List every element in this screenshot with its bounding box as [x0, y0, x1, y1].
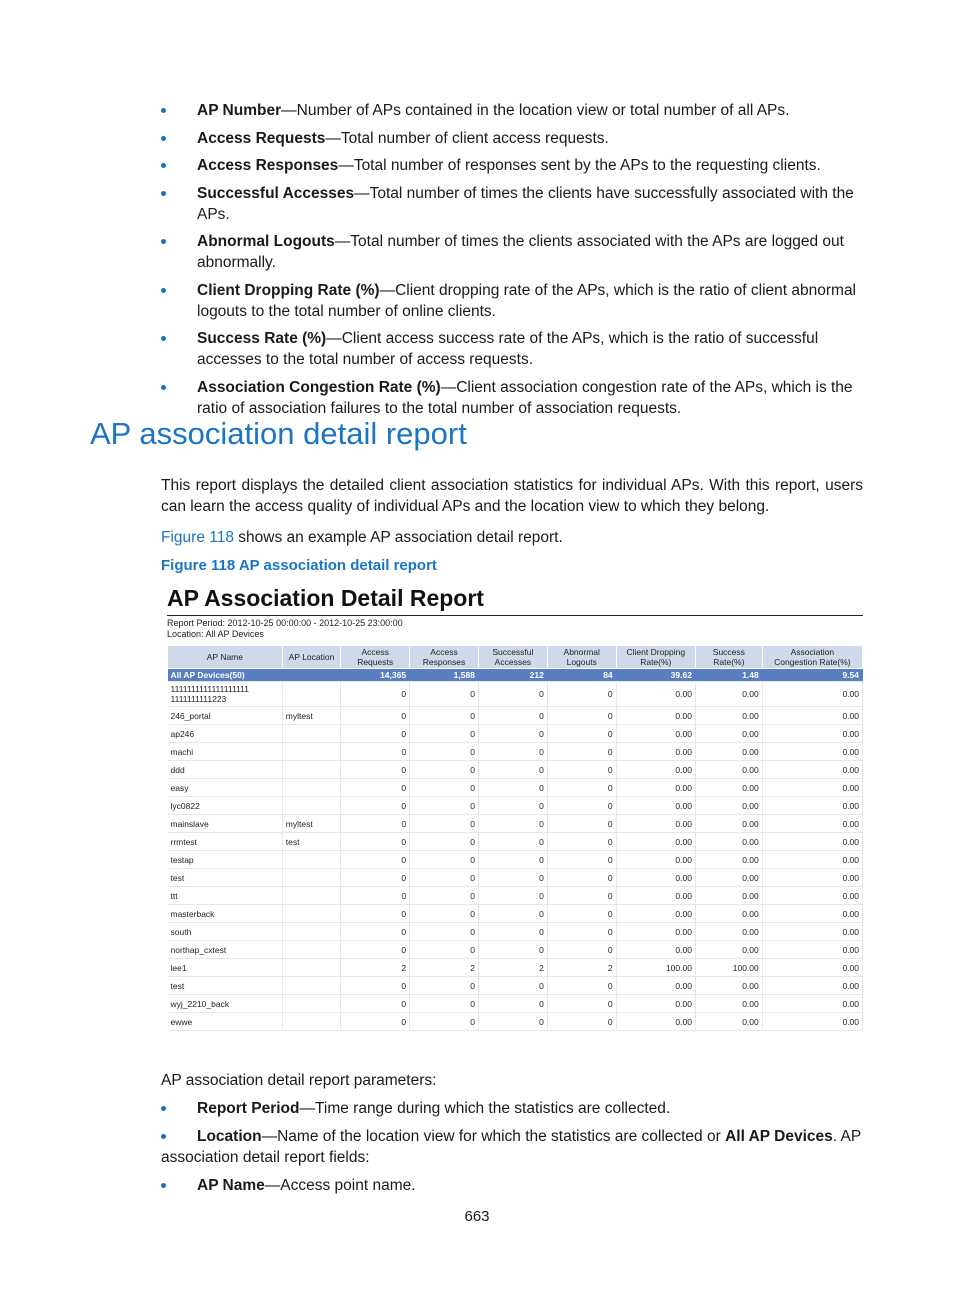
table-cell: 0.00	[762, 743, 862, 761]
figure-reference: Figure 118 shows an example AP association detail report.	[161, 529, 563, 546]
table-cell	[282, 1013, 340, 1031]
table-cell: 0.00	[695, 761, 762, 779]
intro-paragraph: This report displays the detailed client association statistics for individual APs. With this report, users can learn the access quality of individual APs and the location view to which they belong.	[161, 477, 863, 515]
table-cell: 0	[410, 707, 479, 725]
table-cell: 0.00	[616, 797, 695, 815]
column-header: Success Rate(%)	[695, 646, 762, 669]
table-cell: 0	[478, 887, 547, 905]
table-row	[168, 761, 863, 779]
table-cell: 84	[547, 669, 616, 682]
table-cell: 0	[478, 923, 547, 941]
table-row	[168, 977, 863, 995]
table-cell: 0	[547, 869, 616, 887]
table-cell: 0.00	[616, 905, 695, 923]
bullet-icon	[161, 288, 166, 293]
table-cell: 0.00	[616, 941, 695, 959]
table-cell: 0.00	[695, 833, 762, 851]
column-header: Abnormal Logouts	[547, 646, 616, 669]
column-header: Client Dropping Rate(%)	[616, 646, 695, 669]
ap-name-cell: 246_portal	[168, 707, 283, 725]
table-cell: 0	[341, 887, 410, 905]
table-cell: 0	[547, 977, 616, 995]
figure-link[interactable]: Figure 118	[161, 529, 234, 546]
section-title: AP association detail report	[90, 416, 467, 451]
table-cell: 0.00	[616, 995, 695, 1013]
table-cell: 0	[410, 941, 479, 959]
table-cell: 0	[410, 869, 479, 887]
table-cell: 0	[478, 761, 547, 779]
table-cell: 0	[341, 923, 410, 941]
table-cell	[282, 682, 340, 707]
table-cell: 0	[341, 797, 410, 815]
table-cell: 0	[410, 761, 479, 779]
table-cell: 0	[478, 869, 547, 887]
table-cell: 0	[341, 869, 410, 887]
table-cell: 0	[410, 1013, 479, 1031]
ap-name-cell: machi	[168, 743, 283, 761]
bullet-icon	[161, 336, 166, 341]
table-row	[168, 815, 863, 833]
bullet-icon	[161, 108, 166, 113]
table-cell: 0.00	[695, 869, 762, 887]
table-cell	[282, 905, 340, 923]
table-row	[168, 887, 863, 905]
table-cell	[282, 959, 340, 977]
table-cell: 0	[478, 779, 547, 797]
table-cell: 0	[341, 851, 410, 869]
column-header: Successful Accesses	[478, 646, 547, 669]
table-cell: 0	[478, 725, 547, 743]
list-item: Association Congestion Rate (%)—Client association congestion rate of the APs, which is the ratio of association failures to the total number of association requests.	[161, 377, 861, 419]
table-cell: 0.00	[762, 905, 862, 923]
table-cell: 0	[547, 905, 616, 923]
param-list	[161, 1098, 861, 1203]
table-cell: 14,365	[341, 669, 410, 682]
table-cell: 0.00	[616, 761, 695, 779]
table-cell: 0.00	[616, 707, 695, 725]
table-cell: 0.00	[762, 725, 862, 743]
table-cell: 1.48	[695, 669, 762, 682]
table-row	[168, 707, 863, 725]
table-cell: 0	[341, 905, 410, 923]
summary-row	[168, 669, 863, 682]
table-cell	[282, 797, 340, 815]
table-cell: 0.00	[695, 707, 762, 725]
table-cell: 0	[478, 977, 547, 995]
column-header: Association Congestion Rate(%)	[762, 646, 862, 669]
table-cell: 0	[410, 923, 479, 941]
list-item: Successful Accesses—Total number of times the clients have successfully associated with the APs.	[161, 183, 861, 225]
table-cell: 0.00	[695, 905, 762, 923]
table-cell: 0	[547, 682, 616, 707]
list-item: Client Dropping Rate (%)—Client dropping rate of the APs, which is the ratio of client abnormal logouts to the total number of online clients.	[161, 280, 861, 322]
table-cell: 0	[547, 707, 616, 725]
page-number: 663	[464, 1208, 490, 1225]
ap-name-cell: test	[168, 869, 283, 887]
table-cell: 0	[410, 815, 479, 833]
report-table	[167, 645, 863, 1031]
table-row	[168, 905, 863, 923]
table-cell	[282, 869, 340, 887]
table-cell: 0.00	[762, 941, 862, 959]
table-cell: 0.00	[616, 779, 695, 797]
table-cell: 0.00	[695, 941, 762, 959]
ap-name-cell: ttt	[168, 887, 283, 905]
table-cell: 2	[478, 959, 547, 977]
params-intro: AP association detail report parameters:	[161, 1072, 437, 1089]
table-row	[168, 959, 863, 977]
table-cell: 0	[410, 797, 479, 815]
table-cell: 0	[410, 905, 479, 923]
table-cell: 0.00	[762, 959, 862, 977]
table-cell	[282, 923, 340, 941]
table-cell: 9.54	[762, 669, 862, 682]
table-cell: 0	[547, 797, 616, 815]
table-row	[168, 797, 863, 815]
table-cell: 2	[547, 959, 616, 977]
table-cell: 0.00	[695, 923, 762, 941]
table-cell: 0.00	[616, 743, 695, 761]
table-cell	[282, 941, 340, 959]
table-row	[168, 833, 863, 851]
bullet-icon	[161, 163, 166, 168]
table-cell: 0	[341, 815, 410, 833]
table-cell: 0.00	[762, 977, 862, 995]
report-period: Report Period: 2012-10-25 00:00:00 - 2012-10-25 23:00:00	[167, 618, 403, 628]
table-cell: 0	[341, 977, 410, 995]
report-title: AP Association Detail Report	[167, 583, 863, 616]
table-cell: 0	[547, 815, 616, 833]
table-cell: 0.00	[762, 761, 862, 779]
table-cell: 0.00	[695, 887, 762, 905]
table-cell: 0.00	[616, 887, 695, 905]
table-cell: 0.00	[616, 923, 695, 941]
table-cell: 0	[341, 761, 410, 779]
table-cell: 0.00	[616, 977, 695, 995]
ap-name-cell: lyc0822	[168, 797, 283, 815]
bullet-icon	[161, 1183, 166, 1188]
table-cell: 0.00	[616, 833, 695, 851]
table-cell: 0	[547, 851, 616, 869]
table-cell: 0	[410, 682, 479, 707]
table-cell: 0	[478, 707, 547, 725]
table-cell: 0	[341, 725, 410, 743]
table-cell: 0	[410, 725, 479, 743]
bullet-icon	[161, 1134, 166, 1139]
table-cell: 0.00	[616, 815, 695, 833]
bullet-icon	[161, 239, 166, 244]
table-cell: 0.00	[616, 869, 695, 887]
table-cell: 0	[547, 833, 616, 851]
table-row	[168, 995, 863, 1013]
table-row	[168, 779, 863, 797]
table-cell: 0.00	[695, 682, 762, 707]
table-row	[168, 682, 863, 707]
ap-name-cell: south	[168, 923, 283, 941]
table-row	[168, 923, 863, 941]
ap-name-cell: ddd	[168, 761, 283, 779]
ap-name-cell: rrmtest	[168, 833, 283, 851]
table-cell: 0.00	[695, 815, 762, 833]
list-item: Access Requests—Total number of client access requests.	[161, 128, 861, 149]
table-cell: 0.00	[616, 1013, 695, 1031]
table-cell: 0	[341, 995, 410, 1013]
table-cell: 0	[341, 941, 410, 959]
table-cell: 0.00	[695, 797, 762, 815]
ap-name-cell: test	[168, 977, 283, 995]
list-item: AP Number—Number of APs contained in the location view or total number of all APs.	[161, 100, 861, 121]
table-cell: 0	[547, 725, 616, 743]
table-cell: 0	[410, 779, 479, 797]
table-cell: 0.00	[762, 707, 862, 725]
table-cell: 0	[478, 743, 547, 761]
table-cell: 0.00	[616, 725, 695, 743]
table-cell	[282, 725, 340, 743]
table-header-row	[168, 646, 863, 669]
table-cell: 0.00	[616, 682, 695, 707]
table-cell: 0	[341, 1013, 410, 1031]
table-row	[168, 941, 863, 959]
table-row	[168, 851, 863, 869]
table-cell	[282, 977, 340, 995]
table-cell: 0	[547, 761, 616, 779]
column-header: Access Requests	[341, 646, 410, 669]
table-cell: 0	[478, 941, 547, 959]
table-cell: 0.00	[695, 725, 762, 743]
table-cell: 0	[341, 682, 410, 707]
table-cell	[282, 887, 340, 905]
ap-name-cell: ewwe	[168, 1013, 283, 1031]
table-cell: 0.00	[695, 779, 762, 797]
table-row	[168, 1013, 863, 1031]
ap-name-cell: testap	[168, 851, 283, 869]
table-cell: 2	[341, 959, 410, 977]
column-header: AP Location	[282, 646, 340, 669]
table-cell: 0.00	[762, 869, 862, 887]
table-cell	[282, 743, 340, 761]
table-cell: 0	[478, 851, 547, 869]
list-item: Success Rate (%)—Client access success rate of the APs, which is the ratio of successful accesses to the total number of access requests.	[161, 328, 861, 370]
bullet-icon	[161, 136, 166, 141]
table-cell: 0.00	[762, 1013, 862, 1031]
table-cell: myltest	[282, 815, 340, 833]
table-cell: 0	[410, 743, 479, 761]
bullet-icon	[161, 385, 166, 390]
ap-name-cell: mainslave	[168, 815, 283, 833]
table-cell: 39.62	[616, 669, 695, 682]
report-figure	[167, 583, 863, 1031]
ap-name-cell: ap246	[168, 725, 283, 743]
ap-name-cell: wyj_2210_back	[168, 995, 283, 1013]
table-cell: 0.00	[762, 995, 862, 1013]
table-cell: 0	[547, 923, 616, 941]
bullet-icon	[161, 1106, 166, 1111]
table-row	[168, 869, 863, 887]
bullet-icon	[161, 191, 166, 196]
table-cell	[282, 851, 340, 869]
table-cell: 0	[341, 833, 410, 851]
table-cell	[282, 779, 340, 797]
table-cell: 0	[410, 977, 479, 995]
column-header: AP Name	[168, 646, 283, 669]
table-cell: 0.00	[762, 923, 862, 941]
table-cell: 0.00	[762, 833, 862, 851]
table-cell: 0	[341, 743, 410, 761]
table-cell: 0.00	[762, 851, 862, 869]
table-cell: 0	[341, 779, 410, 797]
table-cell: 0	[410, 887, 479, 905]
table-cell: 0	[478, 682, 547, 707]
column-header: Access Responses	[410, 646, 479, 669]
table-cell: 0.00	[762, 682, 862, 707]
table-cell: test	[282, 833, 340, 851]
report-meta	[167, 618, 863, 640]
table-cell: 100.00	[695, 959, 762, 977]
table-cell: 2	[410, 959, 479, 977]
table-cell: 0.00	[695, 851, 762, 869]
table-cell: 0	[478, 833, 547, 851]
table-row	[168, 725, 863, 743]
table-cell	[282, 669, 340, 682]
table-cell: 0	[547, 743, 616, 761]
table-row	[168, 743, 863, 761]
figure-caption: Figure 118 AP association detail report	[161, 557, 437, 574]
ap-name-cell: 1111111111111111111 1111111111223	[168, 682, 283, 707]
table-cell: 0	[478, 995, 547, 1013]
table-cell: 0.00	[695, 743, 762, 761]
table-cell: 0	[478, 1013, 547, 1031]
table-cell: 0	[410, 851, 479, 869]
table-cell: All AP Devices(50)	[168, 669, 283, 682]
table-cell: 0.00	[695, 995, 762, 1013]
table-cell: 0	[547, 1013, 616, 1031]
table-cell: 0	[341, 707, 410, 725]
table-cell: 0	[547, 941, 616, 959]
table-cell: 0.00	[695, 977, 762, 995]
table-cell: 0	[478, 815, 547, 833]
table-cell: 0.00	[762, 887, 862, 905]
ap-name-cell: northap_cxtest	[168, 941, 283, 959]
table-cell: 1,588	[410, 669, 479, 682]
table-cell: 0	[547, 995, 616, 1013]
list-item: Report Period—Time range during which the statistics are collected.	[161, 1098, 861, 1119]
list-item: AP Name—Access point name.	[161, 1175, 861, 1196]
table-cell	[282, 761, 340, 779]
ap-name-cell: lee1	[168, 959, 283, 977]
list-item: Location—Name of the location view for which the statistics are collected or All AP Devices. AP association detail report fields:	[161, 1128, 861, 1166]
ap-name-cell: easy	[168, 779, 283, 797]
list-item: Abnormal Logouts—Total number of times the clients associated with the APs are logged out abnormally.	[161, 231, 861, 273]
table-cell: 0	[547, 887, 616, 905]
table-cell: myltest	[282, 707, 340, 725]
table-cell: 0.00	[616, 851, 695, 869]
table-cell: 0	[547, 779, 616, 797]
table-cell: 212	[478, 669, 547, 682]
table-cell: 0	[410, 833, 479, 851]
table-cell: 0.00	[762, 815, 862, 833]
table-cell: 100.00	[616, 959, 695, 977]
table-cell: 0	[478, 797, 547, 815]
ap-name-cell: masterback	[168, 905, 283, 923]
table-cell	[282, 995, 340, 1013]
field-description-list	[161, 100, 861, 425]
list-item: Access Responses—Total number of responses sent by the APs to the requesting clients.	[161, 155, 861, 176]
table-cell: 0	[410, 995, 479, 1013]
report-location: Location: All AP Devices	[167, 629, 264, 639]
table-cell: 0.00	[762, 779, 862, 797]
table-cell: 0	[478, 905, 547, 923]
table-cell: 0.00	[695, 1013, 762, 1031]
table-cell: 0.00	[762, 797, 862, 815]
